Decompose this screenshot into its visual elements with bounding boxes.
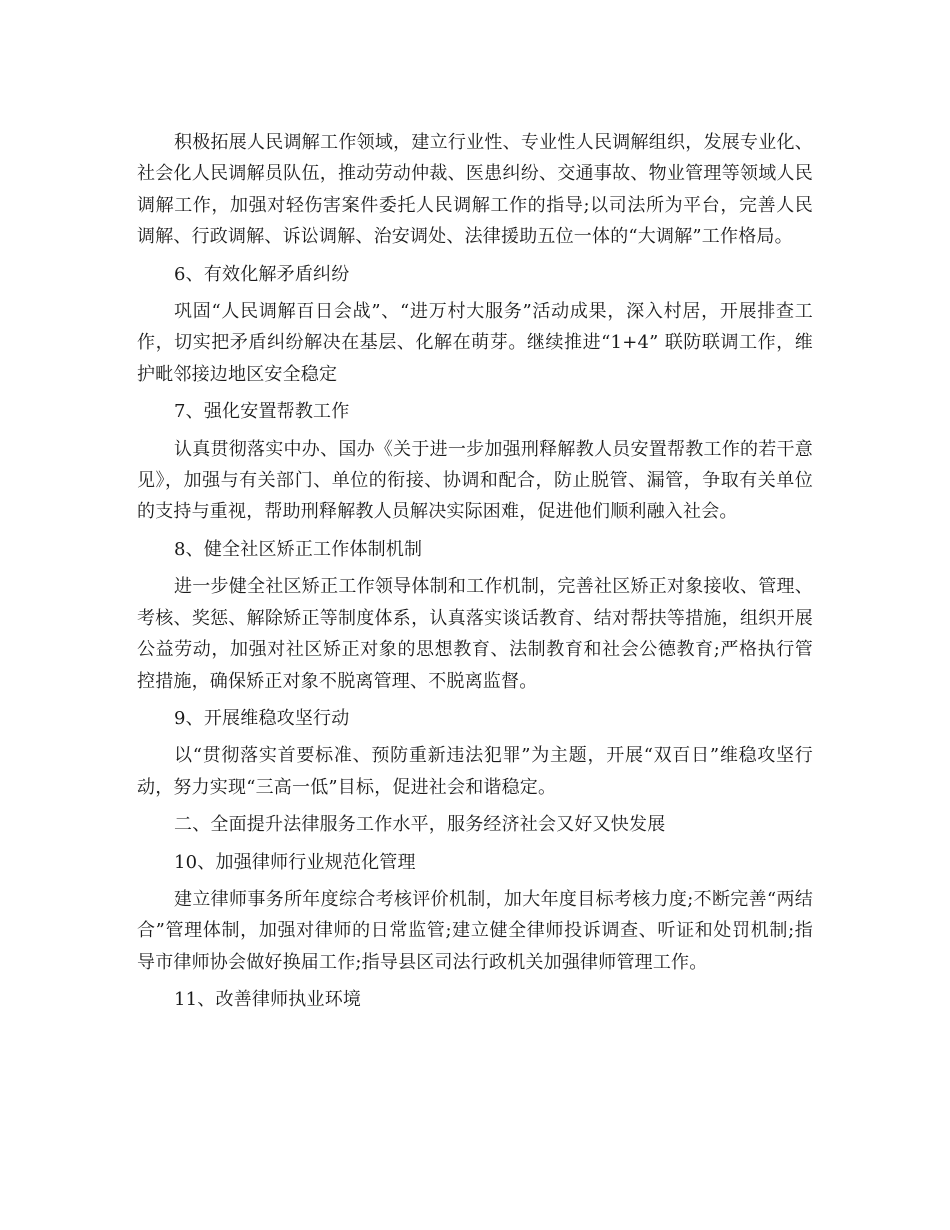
- section-heading: 8、健全社区矫正工作体制机制: [174, 538, 423, 560]
- chapter-heading: 二、全面提升法律服务工作水平，服务经济社会又好又快发展: [174, 814, 666, 836]
- body-paragraph: 进一步健全社区矫正工作领导体制和工作机制，完善社区矫正对象接收、管理、考核、奖惩、解除矫正等制度体系，认真落实谈话教育、结对帮扶等措施，组织开展公益劳动，加强对社区矫正对象的思想教育、法制教育和社会公德教育;严格执行管控措施，确保矫正对象不脱离管理、不脱离监督。: [137, 576, 813, 692]
- body-paragraph: 以“贯彻落实首要标准、预防重新违法犯罪”为主题，开展“双百日”维稳攻坚行动，努力实现“三高一低”目标，促进社会和谐稳定。: [137, 745, 813, 798]
- section-heading: 9、开展维稳攻坚行动: [174, 707, 350, 729]
- section-heading: 7、强化安置帮教工作: [174, 401, 350, 423]
- body-paragraph: 积极拓展人民调解工作领域，建立行业性、专业性人民调解组织，发展专业化、社会化人民调解员队伍，推动劳动仲裁、医患纠纷、交通事故、物业管理等领域人民调解工作，加强对轻伤害案件委托人民调解工作的指导;以司法所为平台，完善人民调解、行政调解、诉讼调解、治安调处、法律援助五位一体的“大调解”工作格局。: [137, 132, 813, 248]
- document-page: [137, 127, 813, 1016]
- body-paragraph: 建立律师事务所年度综合考核评价机制，加大年度目标考核力度;不断完善“两结合”管理体制，加强对律师的日常监管;建立健全律师投诉调查、听证和处罚机制;指导市律师协会做好换届工作;指导县区司法行政机关加强律师管理工作。: [137, 888, 813, 973]
- section-heading: 10、加强律师行业规范化管理: [174, 851, 416, 873]
- section-heading: 11、改善律师执业环境: [174, 989, 362, 1011]
- body-paragraph: 巩固“人民调解百日会战”、“进万村大服务”活动成果，深入村居，开展排查工作，切实把矛盾纠纷解决在基层、化解在萌芽。继续推进“1+4” 联防联调工作，维护毗邻接边地区安全稳定: [137, 301, 813, 385]
- section-heading: 6、有效化解矛盾纠纷: [174, 263, 350, 285]
- body-paragraph: 认真贯彻落实中办、国办《关于进一步加强刑释解教人员安置帮教工作的若干意见》，加强与有关部门、单位的衔接、协调和配合，防止脱管、漏管，争取有关单位的支持与重视，帮助刑释解教人员解决实际困难，促进他们顺利融入社会。: [137, 438, 813, 523]
